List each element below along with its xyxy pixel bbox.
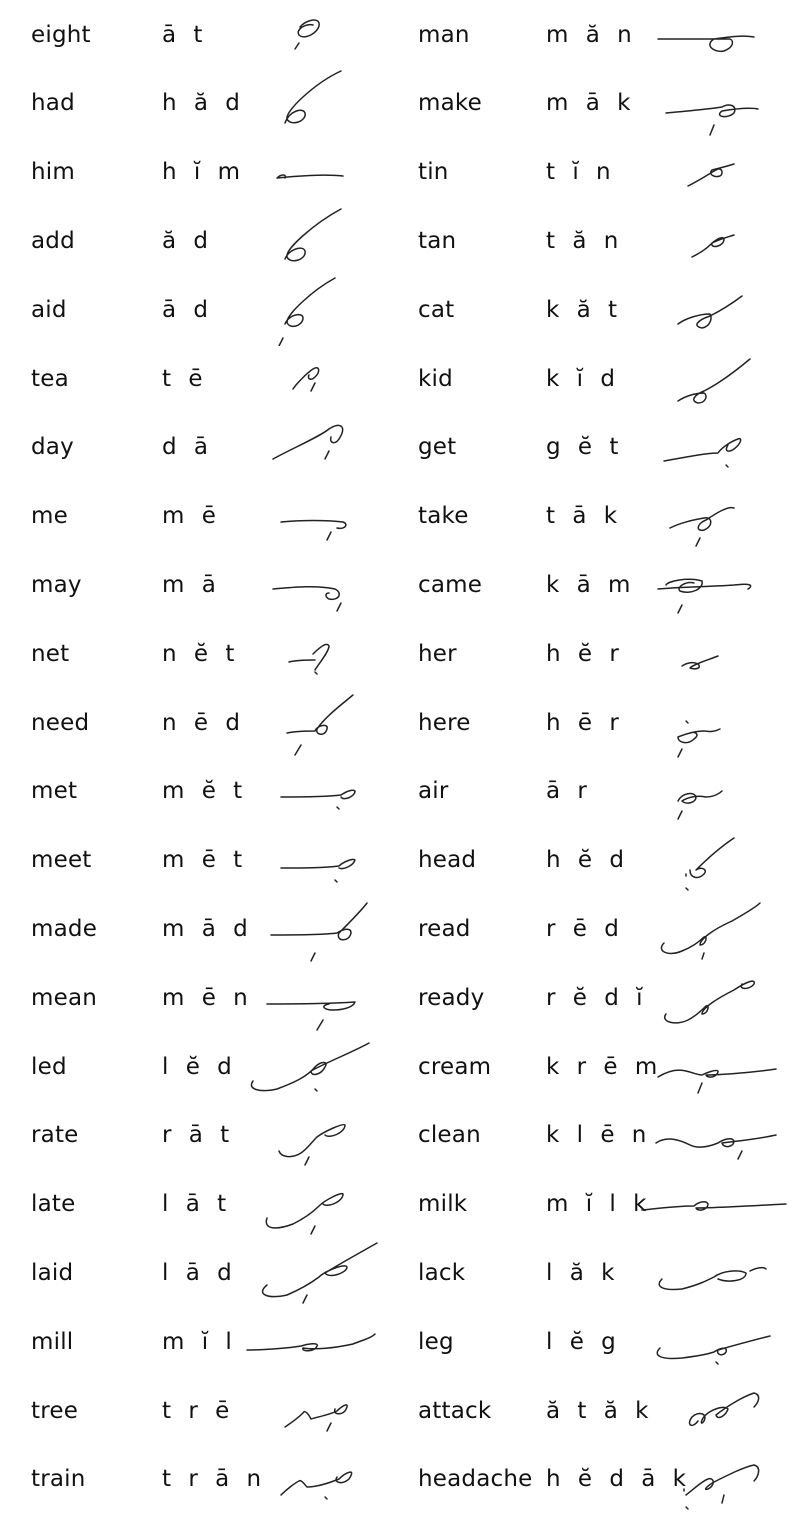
list-item	[388, 1445, 800, 1513]
pronunciation-label: m ĕ t	[162, 778, 248, 805]
pronunciation-label: t r ā n	[162, 1466, 267, 1493]
word-label: attack	[418, 1397, 492, 1424]
list-item	[388, 1101, 800, 1169]
head-outline	[638, 826, 793, 896]
pronunciation-label: m ĭ l k	[546, 1191, 652, 1218]
pronunciation-label: ā t	[162, 21, 208, 48]
shorthand-stroke	[285, 71, 341, 123]
list-item	[0, 482, 400, 550]
word-label: met	[31, 778, 78, 805]
meet-outline	[245, 826, 400, 896]
list-item	[388, 207, 800, 275]
pronunciation-label: t ē	[162, 365, 208, 392]
word-label: led	[31, 1053, 67, 1080]
get-outline	[638, 413, 793, 483]
shorthand-stroke	[656, 1135, 776, 1159]
shorthand-stroke	[281, 521, 346, 541]
laid-outline	[245, 1239, 400, 1309]
list-item	[388, 1239, 800, 1307]
made-outline	[245, 895, 400, 965]
pronunciation-label: k ă t	[546, 296, 623, 323]
pronunciation-label: ă d	[162, 227, 214, 254]
word-label: meet	[31, 847, 92, 874]
list-item	[388, 482, 800, 550]
lack-outline	[638, 1239, 793, 1309]
shorthand-stroke	[678, 721, 720, 757]
shorthand-stroke	[642, 1202, 786, 1210]
list-item	[0, 345, 400, 413]
list-item	[388, 1033, 800, 1101]
air-outline	[638, 757, 793, 827]
word-label: get	[418, 434, 457, 461]
shorthand-stroke	[293, 367, 319, 390]
word-label: here	[418, 709, 471, 736]
list-item	[388, 69, 800, 137]
shorthand-stroke	[657, 1336, 770, 1364]
shorthand-stroke	[665, 981, 755, 1023]
pronunciation-label: t ā k	[546, 503, 623, 530]
cream-outline	[638, 1033, 793, 1103]
shorthand-stroke	[289, 644, 329, 674]
word-label: mean	[31, 984, 98, 1011]
list-item	[388, 345, 800, 413]
pronunciation-label: g ĕ t	[546, 434, 624, 461]
list-item	[388, 1, 800, 69]
list-item	[0, 276, 400, 344]
tea-outline	[245, 345, 400, 415]
list-item	[388, 689, 800, 757]
pronunciation-label: n ĕ t	[162, 640, 240, 667]
word-label: tin	[418, 159, 449, 186]
me-outline	[245, 482, 400, 552]
list-item	[0, 551, 400, 619]
shorthand-stroke	[281, 860, 355, 883]
list-item	[0, 826, 400, 894]
list-item	[0, 620, 400, 688]
list-item	[0, 1170, 400, 1238]
shorthand-stroke	[281, 1472, 352, 1499]
pronunciation-label: ā d	[162, 296, 214, 323]
man-outline	[638, 1, 793, 71]
kid-outline	[638, 345, 793, 415]
word-label: cream	[418, 1053, 492, 1080]
aid-outline	[245, 276, 400, 346]
pronunciation-label: m ē	[162, 503, 221, 530]
pronunciation-label: h ĕ r	[546, 640, 624, 667]
pronunciation-label: k ā m	[546, 571, 636, 598]
word-label: add	[31, 227, 75, 254]
shorthand-stroke	[666, 105, 758, 135]
pronunciation-label: k l ē n	[546, 1122, 652, 1149]
clean-outline	[638, 1101, 793, 1171]
may-outline	[245, 551, 400, 621]
word-label: kid	[418, 365, 453, 392]
shorthand-stroke	[678, 296, 742, 328]
ready-outline	[638, 964, 793, 1034]
list-item	[388, 1170, 800, 1238]
train-outline	[245, 1445, 400, 1515]
headache-outline	[638, 1445, 793, 1515]
shorthand-stroke	[273, 426, 343, 460]
list-item	[388, 551, 800, 619]
leg-outline	[638, 1308, 793, 1378]
cat-outline	[638, 276, 793, 346]
list-item	[0, 1239, 400, 1307]
word-label: late	[31, 1191, 76, 1218]
pronunciation-label: m ē n	[162, 984, 253, 1011]
word-label: me	[31, 503, 68, 530]
list-item	[0, 1033, 400, 1101]
list-item	[388, 757, 800, 825]
word-label: laid	[31, 1259, 74, 1286]
mill-outline	[245, 1308, 400, 1378]
pronunciation-label: k ĭ d	[546, 365, 620, 392]
shorthand-stroke	[271, 903, 367, 961]
shorthand-stroke	[658, 36, 754, 51]
mean-outline	[245, 964, 400, 1034]
shorthand-stroke	[670, 508, 734, 546]
met-outline	[245, 757, 400, 827]
need-outline	[245, 689, 400, 759]
shorthand-stroke	[285, 209, 341, 261]
word-label: her	[418, 640, 457, 667]
word-label: headache	[418, 1466, 533, 1493]
pronunciation-label: h ĭ m	[162, 159, 245, 186]
shorthand-stroke	[285, 1404, 347, 1430]
shorthand-stroke	[659, 1268, 766, 1290]
pronunciation-label: l ā d	[162, 1259, 237, 1286]
pronunciation-label: h ĕ d ā k	[546, 1466, 691, 1493]
list-item	[388, 413, 800, 481]
list-item	[388, 1308, 800, 1376]
word-label: milk	[418, 1191, 468, 1218]
make-outline	[638, 69, 793, 139]
pronunciation-label: ă t ă k	[546, 1397, 654, 1424]
came-outline	[638, 551, 793, 621]
pronunciation-label: m ā d	[162, 915, 253, 942]
him-outline	[245, 138, 400, 208]
word-label: tea	[31, 365, 69, 392]
list-item	[0, 1, 400, 69]
shorthand-stroke	[263, 1243, 377, 1303]
word-label: man	[418, 21, 470, 48]
here-outline	[638, 689, 793, 759]
word-label: rate	[31, 1122, 79, 1149]
word-label: mill	[31, 1328, 74, 1355]
pronunciation-label: ā r	[546, 778, 592, 805]
shorthand-stroke	[266, 1194, 343, 1234]
shorthand-stroke	[684, 1465, 759, 1509]
word-label: tan	[418, 227, 457, 254]
shorthand-stroke	[279, 1125, 345, 1165]
list-item	[0, 1308, 400, 1376]
word-label: tree	[31, 1397, 79, 1424]
shorthand-stroke	[688, 164, 734, 186]
pronunciation-label: h ĕ d	[546, 847, 629, 874]
shorthand-stroke	[287, 695, 353, 755]
word-label: day	[31, 434, 74, 461]
pronunciation-label: m ā	[162, 571, 221, 598]
day-outline	[245, 413, 400, 483]
pronunciation-label: l ă k	[546, 1259, 620, 1286]
pronunciation-label: m ē t	[162, 847, 248, 874]
word-label: him	[31, 159, 75, 186]
late-outline	[245, 1170, 400, 1240]
word-label: net	[31, 640, 70, 667]
pronunciation-label: t ă n	[546, 227, 624, 254]
list-item	[388, 964, 800, 1032]
list-item	[0, 964, 400, 1032]
shorthand-stroke	[658, 579, 751, 613]
shorthand-stroke	[658, 1069, 776, 1093]
tan-outline	[638, 207, 793, 277]
pronunciation-label: k r ē m	[546, 1053, 663, 1080]
pronunciation-label: h ă d	[162, 90, 245, 117]
word-label: may	[31, 571, 82, 598]
shorthand-stroke	[277, 175, 343, 178]
her-outline	[638, 620, 793, 690]
shorthand-stroke	[273, 587, 341, 611]
eight-outline	[245, 1, 400, 71]
list-item	[388, 276, 800, 344]
word-label: had	[31, 90, 75, 117]
add-outline	[245, 207, 400, 277]
read-outline	[638, 895, 793, 965]
pronunciation-label: t ĭ n	[546, 159, 616, 186]
tin-outline	[638, 138, 793, 208]
shorthand-stroke	[251, 1043, 369, 1091]
pronunciation-label: r ā t	[162, 1122, 235, 1149]
pronunciation-label: m ā k	[546, 90, 636, 117]
list-item	[0, 413, 400, 481]
word-label: make	[418, 90, 482, 117]
pronunciation-label: l ĕ g	[546, 1328, 621, 1355]
word-label: cat	[418, 296, 455, 323]
had-outline	[245, 69, 400, 139]
word-label: ready	[418, 984, 485, 1011]
list-item	[0, 1101, 400, 1169]
pronunciation-label: m ă n	[546, 21, 637, 48]
list-item	[0, 138, 400, 206]
shorthand-stroke	[678, 359, 750, 403]
list-item	[0, 757, 400, 825]
attack-outline	[638, 1377, 793, 1447]
take-outline	[638, 482, 793, 552]
word-label: leg	[418, 1328, 454, 1355]
word-label: eight	[31, 21, 91, 48]
rate-outline	[245, 1101, 400, 1171]
list-item	[0, 69, 400, 137]
word-label: came	[418, 571, 483, 598]
net-outline	[245, 620, 400, 690]
word-label: aid	[31, 296, 67, 323]
shorthand-stroke	[690, 1393, 759, 1425]
word-label: air	[418, 778, 449, 805]
led-outline	[245, 1033, 400, 1103]
word-label: need	[31, 709, 90, 736]
word-label: take	[418, 503, 469, 530]
word-label: lack	[418, 1259, 466, 1286]
pronunciation-label: h ē r	[546, 709, 624, 736]
pronunciation-label: n ē d	[162, 709, 245, 736]
word-label: head	[418, 847, 477, 874]
shorthand-stroke	[678, 791, 722, 819]
shorthand-stroke	[661, 903, 760, 959]
word-label: read	[418, 915, 471, 942]
pronunciation-label: t r ē	[162, 1397, 235, 1424]
word-label: train	[31, 1466, 86, 1493]
word-label: clean	[418, 1122, 481, 1149]
shorthand-stroke	[686, 838, 734, 890]
list-item	[0, 207, 400, 275]
list-item	[388, 1377, 800, 1445]
list-item	[0, 1377, 400, 1445]
shorthand-stroke	[664, 439, 741, 467]
shorthand-stroke	[692, 235, 734, 257]
pronunciation-label: r ē d	[546, 915, 624, 942]
list-item	[0, 895, 400, 963]
shorthand-stroke	[267, 1002, 355, 1030]
list-item	[388, 826, 800, 894]
shorthand-stroke	[682, 656, 718, 669]
shorthand-stroke	[281, 791, 355, 810]
pronunciation-label: m ĭ l	[162, 1328, 237, 1355]
tree-outline	[245, 1377, 400, 1447]
pronunciation-label: r ĕ d ĭ	[546, 984, 648, 1011]
shorthand-stroke	[279, 278, 335, 346]
pronunciation-label: l ĕ d	[162, 1053, 237, 1080]
list-item	[388, 895, 800, 963]
list-item	[388, 138, 800, 206]
milk-outline	[638, 1170, 793, 1240]
shorthand-stroke	[295, 20, 319, 49]
list-item	[0, 1445, 400, 1513]
list-item	[388, 620, 800, 688]
pronunciation-label: d ā	[162, 434, 214, 461]
shorthand-stroke	[247, 1334, 375, 1351]
word-label: made	[31, 915, 98, 942]
pronunciation-label: l ā t	[162, 1191, 232, 1218]
list-item	[0, 689, 400, 757]
